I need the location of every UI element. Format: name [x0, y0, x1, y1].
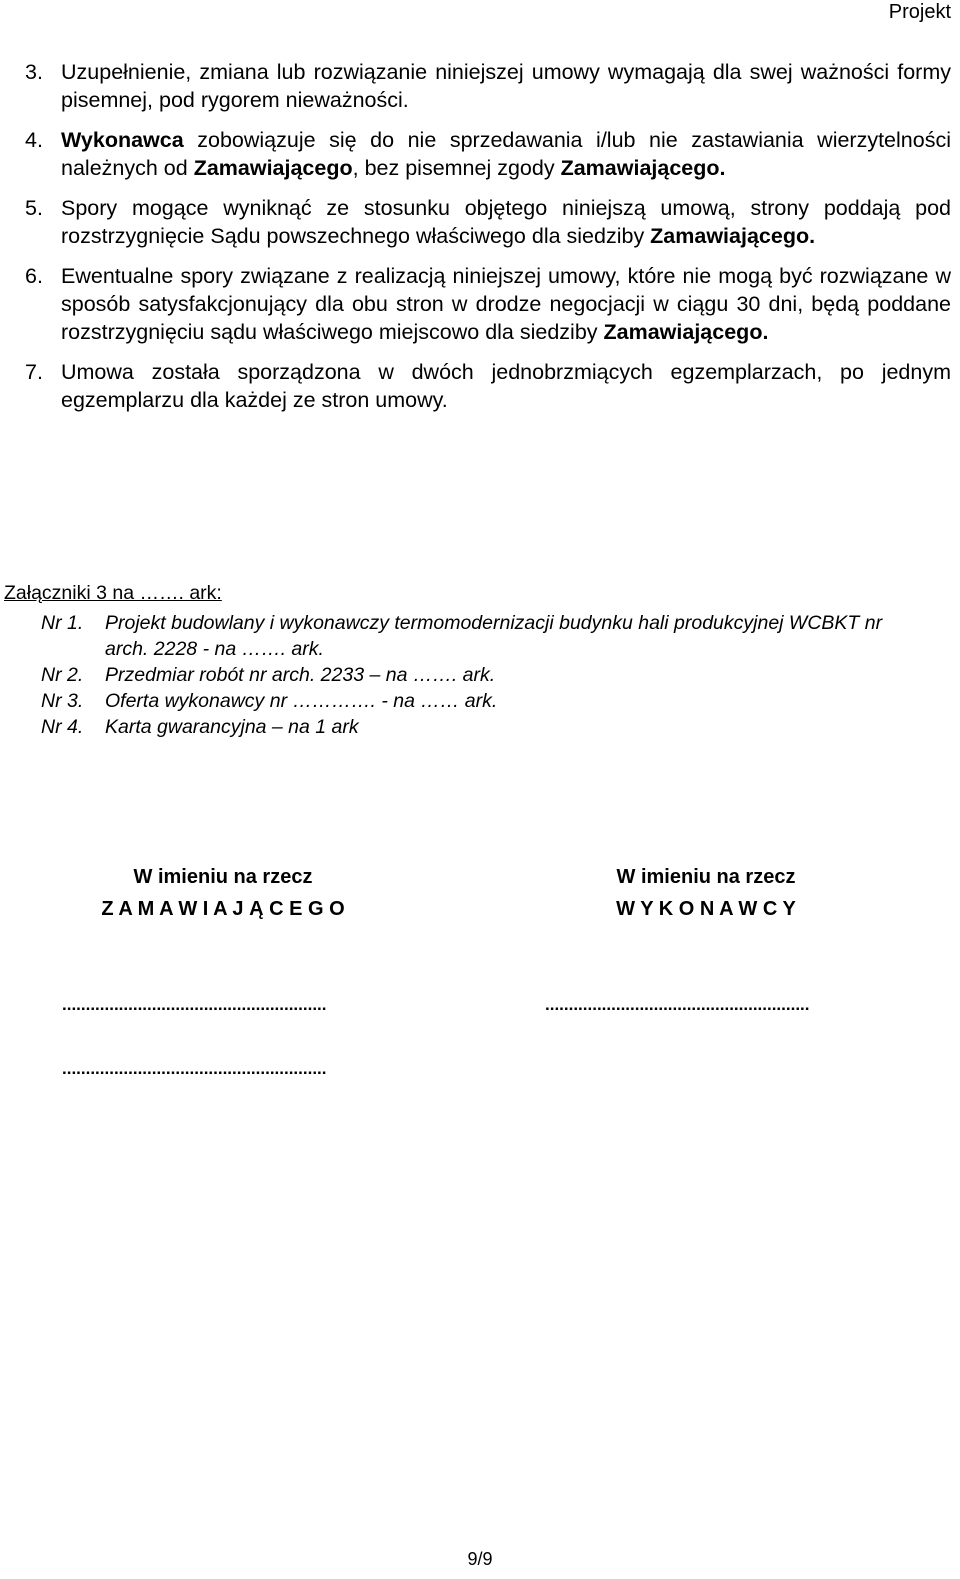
clause-text: [61, 358, 951, 414]
attachment-number: Nr 2.: [41, 664, 84, 686]
signature-caption: W imieniu na rzecz: [133, 866, 313, 888]
clause-text-bold: Zamawiającego.: [603, 320, 769, 344]
clause-number: 5.: [25, 196, 43, 220]
attachment-item: [4, 662, 904, 688]
attachment-text: Oferta wykonawcy nr …………. - na …… ark.: [105, 690, 498, 712]
clause-text-part: Umowa została sporządzona w dwóch jednobrzmiących egzemplarzach, po jednym egzemplarzu dla każdej ze stron umowy.: [61, 360, 951, 412]
clause-text-part: , bez pisemnej zgody: [352, 156, 561, 180]
signature-line: ........................................................: [62, 995, 327, 1014]
contract-clauses: [25, 58, 951, 426]
clause-item: [25, 58, 951, 114]
clause-number: 7.: [25, 360, 43, 384]
signature-block-wykonawca: [596, 862, 816, 926]
attachment-number: Nr 3.: [41, 690, 84, 712]
attachment-item: [4, 610, 904, 662]
signature-party-name: Z A M A W I A J Ą C E G O: [101, 898, 345, 920]
clause-text-bold: Wykonawca: [61, 128, 184, 152]
signature-party-name: W Y K O N A W C Y: [616, 898, 796, 920]
clause-text-bold: Zamawiającego.: [650, 224, 816, 248]
attachment-text: Przedmiar robót nr arch. 2233 – na ……. ark.: [105, 664, 496, 686]
clause-text-part: Ewentualne spory związane z realizacją niniejszej umowy, które nie mogą być rozwiązane w sposób satysfakcjonujący dla obu stron w drodze negocjacji w ciągu 30 dni, będą poddane rozstrzygnięciu sądu właściwego miejscowo dla siedziby: [61, 264, 951, 344]
clause-number: 6.: [25, 264, 43, 288]
clause-item: [25, 358, 951, 414]
clause-text: [61, 194, 951, 250]
attachment-text: Projekt budowlany i wykonawczy termomodernizacji budynku hali produkcyjnej WCBKT nr arch. 2228 - na ……. ark.: [105, 612, 883, 660]
clause-text-part: zobowiązuje się do nie sprzedawania i/lub nie zastawiania wierzytelności należnych od: [61, 128, 951, 180]
attachments-heading: Załączniki 3 na ……. ark:: [4, 582, 222, 604]
page-number: 9/9: [467, 1549, 493, 1569]
attachment-text: Karta gwarancyjna – na 1 ark: [105, 716, 359, 738]
signature-caption: W imieniu na rzecz: [616, 866, 796, 888]
document-status-label: Projekt: [888, 1, 951, 23]
clause-number: 3.: [25, 60, 43, 84]
clause-item: [25, 126, 951, 182]
clause-text-part: Spory mogące wyniknąć ze stosunku objętego niniejszą umową, strony poddają pod rozstrzygnięcie Sądu powszechnego właściwego dla siedziby: [61, 196, 951, 248]
attachments-list: [4, 610, 904, 740]
clause-item: [25, 262, 951, 346]
attachment-item: [4, 688, 904, 714]
clause-text: [61, 58, 951, 114]
clause-item: [25, 194, 951, 250]
attachments-section: [4, 580, 904, 740]
attachment-number: Nr 1.: [41, 612, 84, 634]
attachment-item: [4, 714, 904, 740]
clause-number: 4.: [25, 128, 43, 152]
attachment-number: Nr 4.: [41, 716, 84, 738]
clause-text: [61, 262, 951, 346]
clause-text-part: Uzupełnienie, zmiana lub rozwiązanie niniejszej umowy wymagają dla swej ważności formy pisemnej, pod rygorem nieważności.: [61, 60, 951, 112]
clause-text-bold: Zamawiającego: [193, 156, 353, 180]
signature-line: ........................................................: [545, 995, 810, 1014]
clause-text: [61, 126, 951, 182]
clause-text-bold: Zamawiającego.: [560, 156, 726, 180]
signature-block-zamawiajacy: [83, 862, 363, 926]
signature-line: ........................................................: [62, 1059, 327, 1078]
